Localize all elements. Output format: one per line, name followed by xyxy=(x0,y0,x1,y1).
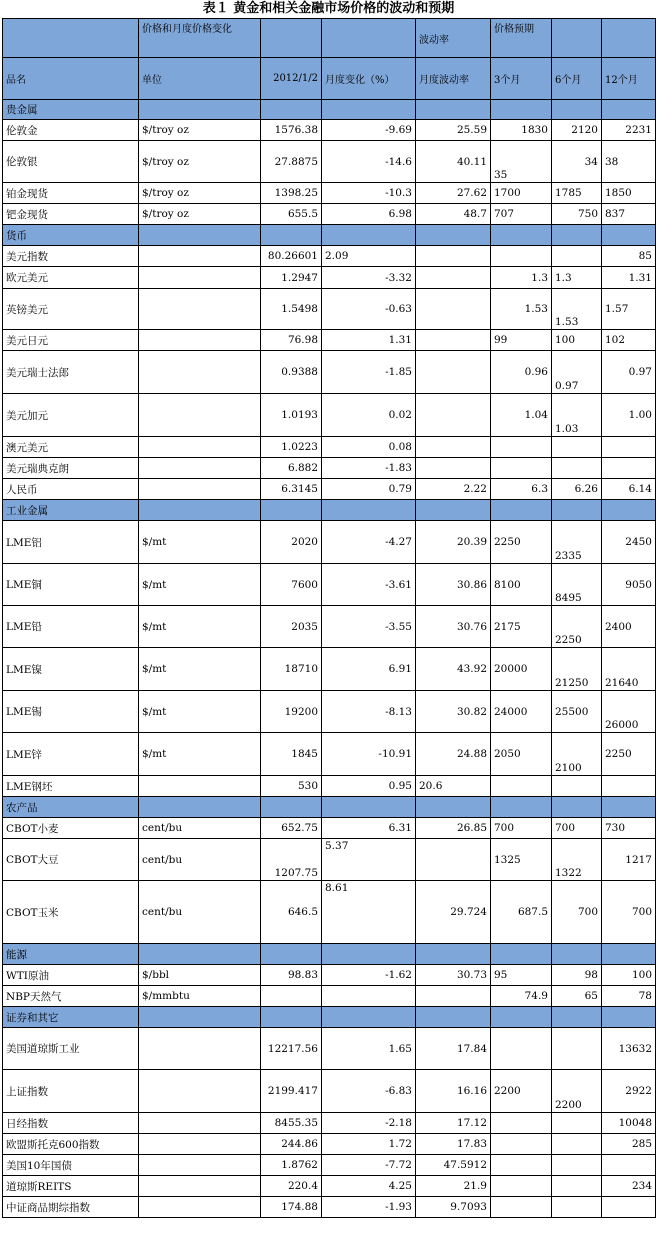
header-6-month: 6个月 xyxy=(552,58,602,100)
table-row: LME铝 $/mt 2020 -4.27 20.39 2250 2335 2450 xyxy=(3,521,656,564)
table-row: LME铅 $/mt 2035 -3.55 30.76 2175 2250 2400 xyxy=(3,606,656,648)
table-row: 钯金现货 $/troy oz 655.5 6.98 48.7 707 750 837 xyxy=(3,204,656,225)
table-row: 美元瑞士法郎 0.9388 -1.85 0.96 0.97 0.97 xyxy=(3,351,656,394)
table-row: 铂金现货 $/troy oz 1398.25 -10.3 27.62 1700 1785 1850 xyxy=(3,183,656,204)
table-row: 上证指数 2199.417 -6.83 16.16 2200 2200 2922 xyxy=(3,1070,656,1113)
table-row: CBOT玉米 cent/bu 646.5 8.61 29.724 687.5 700 700 xyxy=(3,881,656,944)
table-row: 美元指数 80.26601 2.09 85 xyxy=(3,246,656,267)
header-3-month: 3个月 xyxy=(491,58,552,100)
table-row: 中证商品期综指数 174.88 -1.93 9.7093 xyxy=(3,1197,656,1218)
section-label: 证券和其它 xyxy=(3,1007,139,1028)
table-row: 日经指数 8455.35 -2.18 17.12 10048 xyxy=(3,1113,656,1134)
header-monthly-change: 月度变化（%） xyxy=(322,58,416,100)
header-date: 2012/1/2 xyxy=(261,58,322,100)
section-securities xyxy=(3,1007,656,1028)
section-energy xyxy=(3,944,656,965)
section-label: 工业金属 xyxy=(3,500,139,521)
header-unit: 单位 xyxy=(139,58,261,100)
header-volatility: 波动率 xyxy=(416,19,491,58)
table-row: CBOT大豆 cent/bu 1207.75 5.37 1325 1322 1217 xyxy=(3,839,656,881)
price-table xyxy=(2,18,656,1218)
table-title: 表１ 黄金和相关金融市场价格的波动和预期 xyxy=(202,1,455,16)
header-monthly-volatility: 月度波动率 xyxy=(416,58,491,100)
header-row-2 xyxy=(3,58,656,100)
table-row: 美元日元 76.98 1.31 99 100 102 xyxy=(3,330,656,351)
table-row: LME镍 $/mt 18710 6.91 43.92 20000 21250 21640 xyxy=(3,648,656,691)
table-row: 英镑美元 1.5498 -0.63 1.53 1.53 1.57 xyxy=(3,289,656,330)
section-agriculture xyxy=(3,797,656,818)
table-row: LME锌 $/mt 1845 -10.91 24.88 2050 2100 2250 xyxy=(3,733,656,776)
header-price-change: 价格和月度价格变化 xyxy=(139,19,261,58)
header-12-month: 12个月 xyxy=(602,58,656,100)
table-row: 道琼斯REITS 220.4 4.25 21.9 234 xyxy=(3,1176,656,1197)
table-row: CBOT小麦 cent/bu 652.75 6.31 26.85 700 700 730 xyxy=(3,818,656,839)
table-row: LME钢坯 530 0.95 20.6 xyxy=(3,776,656,797)
table-row: LME锡 $/mt 19200 -8.13 30.82 24000 25500 26000 xyxy=(3,691,656,733)
section-precious-metals xyxy=(3,100,656,120)
table-row: 伦敦银 $/troy oz 27.8875 -14.6 40.11 35 34 38 xyxy=(3,141,656,183)
table-row: WTI原油 $/bbl 98.83 -1.62 30.73 95 98 100 xyxy=(3,965,656,986)
table-row: 美国10年国债 1.8762 -7.72 47.5912 xyxy=(3,1155,656,1176)
table-row: 欧元美元 1.2947 -3.32 1.3 1.3 1.31 xyxy=(3,267,656,289)
table-row: LME铜 $/mt 7600 -3.61 30.86 8100 8495 9050 xyxy=(3,564,656,606)
table-row: 美元瑞典克朗 6.882 -1.83 xyxy=(3,458,656,479)
table-row: 澳元美元 1.0223 0.08 xyxy=(3,437,656,458)
header-row-1 xyxy=(3,19,656,58)
section-currency xyxy=(3,225,656,246)
section-label: 农产品 xyxy=(3,797,139,818)
section-label: 贵金属 xyxy=(3,100,139,120)
table-row: 美国道琼斯工业 12217.56 1.65 17.84 13632 xyxy=(3,1028,656,1070)
table-row: 欧盟斯托克600指数 244.86 1.72 17.83 285 xyxy=(3,1134,656,1155)
header-forecast: 价格预期 xyxy=(491,19,552,58)
section-industrial-metals xyxy=(3,500,656,521)
table-row: NBP天然气 $/mmbtu 74.9 65 78 xyxy=(3,986,656,1007)
header-name: 品名 xyxy=(3,58,139,100)
table-row: 伦敦金 $/troy oz 1576.38 -9.69 25.59 1830 2120 2231 xyxy=(3,120,656,141)
table-row: 美元加元 1.0193 0.02 1.04 1.03 1.00 xyxy=(3,394,656,437)
section-label: 能源 xyxy=(3,944,139,965)
table-row: 人民币 6.3145 0.79 2.22 6.3 6.26 6.14 xyxy=(3,479,656,500)
section-label: 货币 xyxy=(3,225,139,246)
